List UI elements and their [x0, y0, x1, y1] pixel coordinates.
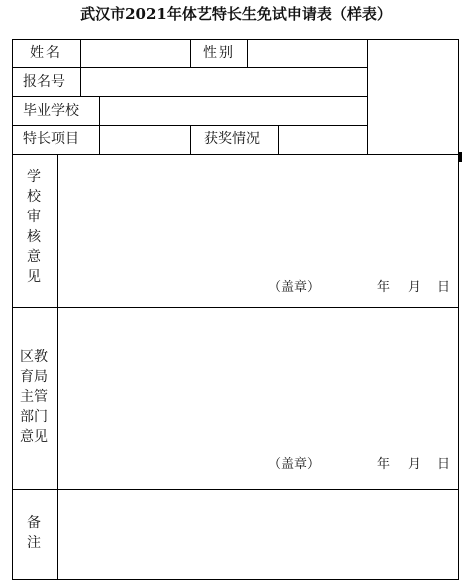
name-label: 姓名: [30, 45, 62, 61]
specialty-label: 特长项目: [23, 131, 79, 147]
district-date-month: 月: [408, 457, 422, 472]
district-review-field[interactable]: [57, 307, 459, 490]
reg-no-field[interactable]: [80, 67, 368, 97]
gender-field[interactable]: [247, 39, 368, 68]
district-seal-label: （盖章）: [268, 457, 321, 472]
specialty-field[interactable]: [99, 125, 191, 155]
remarks-label: 备注: [27, 515, 41, 551]
gender-label: 性别: [203, 45, 235, 61]
awards-label: 获奖情况: [204, 131, 260, 147]
school-date-month: 月: [408, 280, 422, 295]
form-title: 武汉市2021年体艺特长生免试申请表（样表）: [80, 5, 392, 23]
school-seal-label: （盖章）: [268, 280, 321, 295]
district-date-day: 日: [437, 457, 451, 472]
name-field[interactable]: [80, 39, 191, 68]
school-field[interactable]: [99, 96, 368, 126]
school-review-field[interactable]: [57, 154, 459, 308]
school-date-year: 年: [377, 280, 391, 295]
district-date-year: 年: [377, 457, 391, 472]
school-label: 毕业学校: [23, 103, 79, 119]
remarks-field[interactable]: [57, 489, 459, 580]
edge-tick: [459, 152, 462, 162]
district-review-label: 区教育局主管部门意见: [20, 349, 48, 445]
awards-field[interactable]: [278, 125, 368, 155]
reg-no-label: 报名号: [23, 74, 65, 90]
photo-box[interactable]: [367, 39, 459, 155]
school-date-day: 日: [437, 280, 451, 295]
school-review-label: 学校审核意见: [27, 169, 41, 285]
